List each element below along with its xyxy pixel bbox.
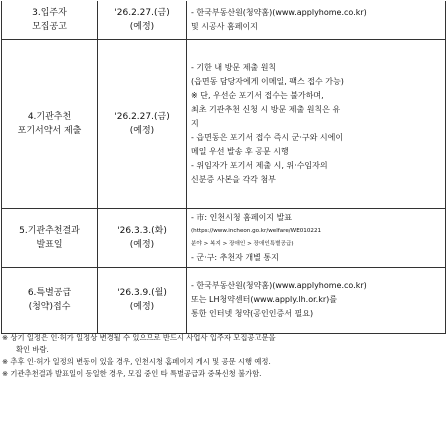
row-label <box>2 39 98 208</box>
detail-line: - 군·구: 추천자 개별 통지 <box>191 252 279 262</box>
row-label-line: (청약)접수 <box>28 302 71 312</box>
row-date <box>98 1 187 39</box>
row-label <box>2 1 98 39</box>
row-label-line: 포기서약서 제출 <box>17 125 82 136</box>
row-details <box>187 1 446 39</box>
row-label <box>2 267 98 333</box>
row-date <box>98 208 187 267</box>
schedule-table <box>1 1 446 334</box>
footnote-line: ※ 기관추천결과 발표일이 동일한 경우, 모집 중인 타 특별공급과 중복신청 불가함. <box>2 369 262 378</box>
row-label <box>2 208 98 267</box>
detail-line: - 한국부동산원(청약홈)(www.applyhome.co.kr) <box>191 7 367 17</box>
detail-line: 분야 > 복지 > 장애인 > 장애인특별공급) <box>191 240 294 247</box>
footnote-line: ※ 상기 일정은 인·허가 일정상 변경될 수 있으므로 반드시 사업사 입주자 모집공고문을 <box>2 333 276 342</box>
row-label-line: 4.기관추천 <box>27 111 72 122</box>
table-row <box>2 1 446 39</box>
detail-line: - 위임자가 포기서 제출 시, 위·수임자의 <box>191 160 328 170</box>
detail-url-line: (https://www.incheon.go.kr/welfare/WE010221 <box>191 227 322 234</box>
row-details <box>187 208 446 267</box>
row-date-line: (예정) <box>129 302 155 312</box>
table-row <box>2 39 446 208</box>
row-date-line: '26.2.27.(금) <box>114 7 170 18</box>
footnotes <box>2 332 445 380</box>
row-date-line: '26.2.27.(금) <box>114 111 170 122</box>
footnote-line: ※ 추후 인·허가 일정의 변동이 있을 경우, 인천시청 홈페이지 게시 및 공문 시행 예정. <box>2 357 271 366</box>
row-label-line: 3.입주자 <box>32 7 67 18</box>
row-date <box>98 39 187 208</box>
detail-line: - 한국부동산원(청약홈)(www.applyhome.co.kr) <box>191 281 367 290</box>
detail-line: (읍면동 담당자에게 이메일, 팩스 접수 가능) <box>191 76 344 86</box>
detail-line: 메일 우선 발송 후 공문 시행 <box>191 146 289 156</box>
row-date-line: (예정) <box>129 125 155 136</box>
row-date <box>98 267 187 333</box>
detail-line: 및 시공사 홈페이지 <box>191 21 258 31</box>
row-label-line: 발표일 <box>36 239 63 250</box>
row-label-line: 6.특별공급 <box>27 288 72 298</box>
detail-line: - 市: 인천시청 홈페이지 발표 <box>191 212 293 222</box>
row-details <box>187 267 446 333</box>
detail-line: 신분증 사본을 각각 첨부 <box>191 174 276 184</box>
detail-line: - 기한 내 방문 제출 원칙 <box>191 62 277 72</box>
table-row <box>2 267 446 333</box>
row-date-line: (예정) <box>129 239 155 250</box>
detail-line: ※ 단, 우선순 포기서 접수는 불가하며, <box>191 90 324 100</box>
detail-line: 최초 기관추천 신청 시 방문 제출 원칙은 유 <box>191 104 341 114</box>
row-details <box>187 39 446 208</box>
detail-line: 통한 인터넷 청약(공인인증서 필요) <box>191 309 314 318</box>
footnote-line: 확인 바람. <box>16 345 49 354</box>
detail-line: 또는 LH청약센터(www.apply.lh.or.kr)를 <box>191 295 337 304</box>
row-label-line: 모집공고 <box>32 21 67 32</box>
table-row <box>2 208 446 267</box>
row-date-line: (예정) <box>129 21 155 32</box>
row-date-line: '26.3.3.(화) <box>117 225 167 236</box>
row-date-line: '26.3.9.(월) <box>117 288 167 298</box>
detail-line: 지 <box>191 118 199 128</box>
detail-line: - 읍면동은 포기서 접수 즉시 군·구와 시에이 <box>191 132 344 142</box>
row-label-line: 5.기관추천결과 <box>19 225 80 236</box>
